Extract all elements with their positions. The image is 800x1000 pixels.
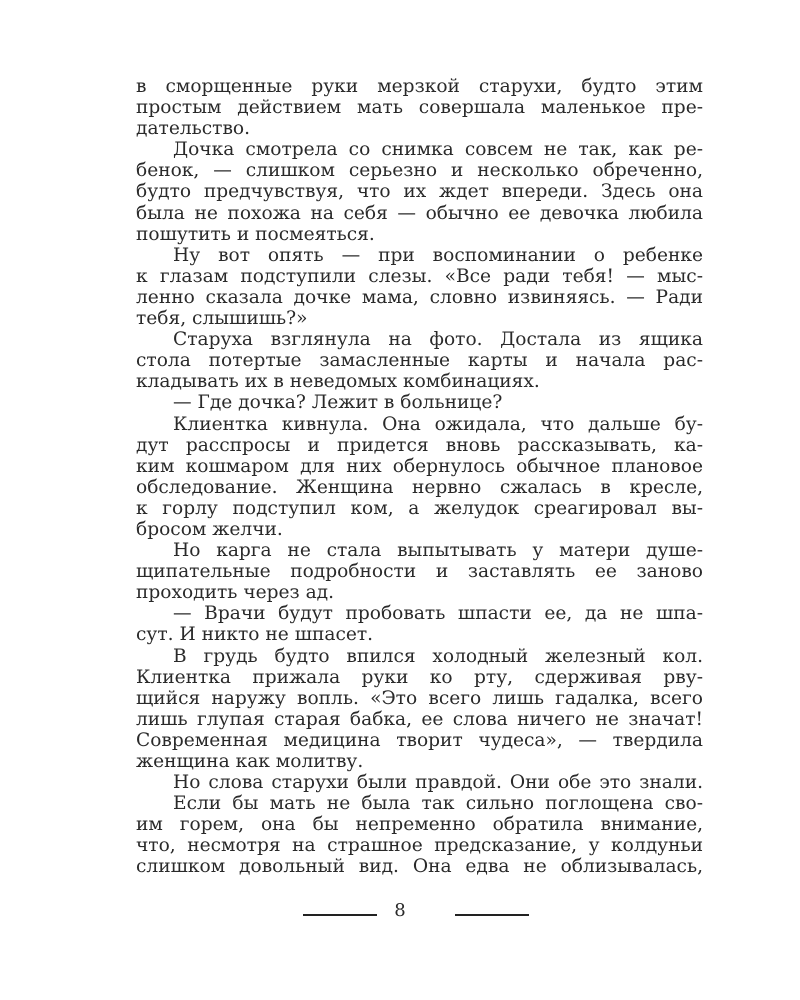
text-line: в сморщенные руки мерзкой старухи, будто этим — [136, 76, 703, 97]
text-line: — Врачи будут пробовать шпасти ее, да не шпа- — [173, 603, 703, 625]
text-line: ким кошмаром для них обернулось обычное плановое — [136, 455, 703, 477]
text-line: дательство. — [136, 118, 251, 140]
text-line: Дочка смотрела со снимка совсем не так, как ре- — [173, 139, 703, 161]
text-line: щипательные подробности и заставлять ее заново — [136, 561, 703, 583]
text-line: стола потертые замасленные карты и начала рас- — [136, 350, 703, 372]
text-line: сут. И никто не шпасет. — [136, 624, 374, 646]
text-line: Современная медицина творит чудеса», — твердила — [136, 729, 703, 751]
text-line: ленно сказала дочке мама, словно извиняясь. — Ради — [136, 286, 703, 308]
text-line: к глазам подступили слезы. «Все ради тебя! — мыс- — [136, 265, 703, 287]
text-line: Старуха взглянула на фото. Достала из ящика — [173, 329, 703, 351]
text-line: кладывать их в неведомых комбинациях. — [136, 371, 540, 393]
text-line: бенок, — слишком серьезно и несколько обреченно, — [136, 160, 703, 182]
text-line: щийся наружу вопль. «Это всего лишь гадалка, всего — [136, 687, 703, 709]
text-line: Клиентка кивнула. Она ожидала, что дальше бу- — [173, 413, 703, 435]
text-line: к горлу подступил ком, а желудок среагировал вы- — [136, 497, 703, 519]
text-line: слишком довольный вид. Она едва не облизывалась, — [136, 856, 703, 878]
text-line: обследование. Женщина нервно сжалась в кресле, — [136, 476, 703, 498]
text-line: В грудь будто впился холодный железный кол. — [173, 645, 703, 667]
text-line: что, несмотря на страшное предсказание, у колдуньи — [136, 835, 703, 857]
text-line: — Где дочка? Лежит в больнице? — [173, 392, 503, 414]
text-line: женщина как молитву. — [136, 751, 364, 772]
text-line: дут расспросы и придется вновь рассказывать, ка- — [136, 434, 703, 456]
text-line: простым действием мать совершала маленькое пре- — [136, 97, 703, 119]
page-footer — [0, 900, 800, 930]
page-number: 8 — [394, 900, 406, 921]
footer-rule-right — [455, 914, 529, 916]
text-line: Но карга не стала выпытывать у матери душе- — [173, 540, 703, 562]
text-line: Если бы мать не была так сильно поглощена сво- — [173, 793, 703, 815]
text-line: Клиентка прижала руки ко рту, сдерживая рву- — [136, 666, 703, 688]
text-line: проходить через ад. — [136, 582, 335, 604]
page-body-text — [136, 76, 703, 878]
text-line: им горем, она бы непременно обратила внимание, — [136, 814, 703, 836]
text-line: лишь глупая старая бабка, ее слова ничего не значат! — [136, 708, 703, 730]
text-line: пошутить и посмеяться. — [136, 223, 375, 245]
footer-rule-left — [303, 914, 377, 916]
text-line: тебя, слышишь?» — [136, 308, 308, 330]
text-line: бросом желчи. — [136, 518, 283, 540]
text-line: была не похожа на себя — обычно ее девочка любила — [136, 202, 703, 224]
text-line: будто предчувствуя, что их ждет впереди. Здесь она — [136, 181, 703, 203]
text-line: Ну вот опять — при воспоминании о ребенке — [173, 244, 703, 266]
text-line: Но слова старухи были правдой. Они обе это знали. — [173, 772, 703, 794]
